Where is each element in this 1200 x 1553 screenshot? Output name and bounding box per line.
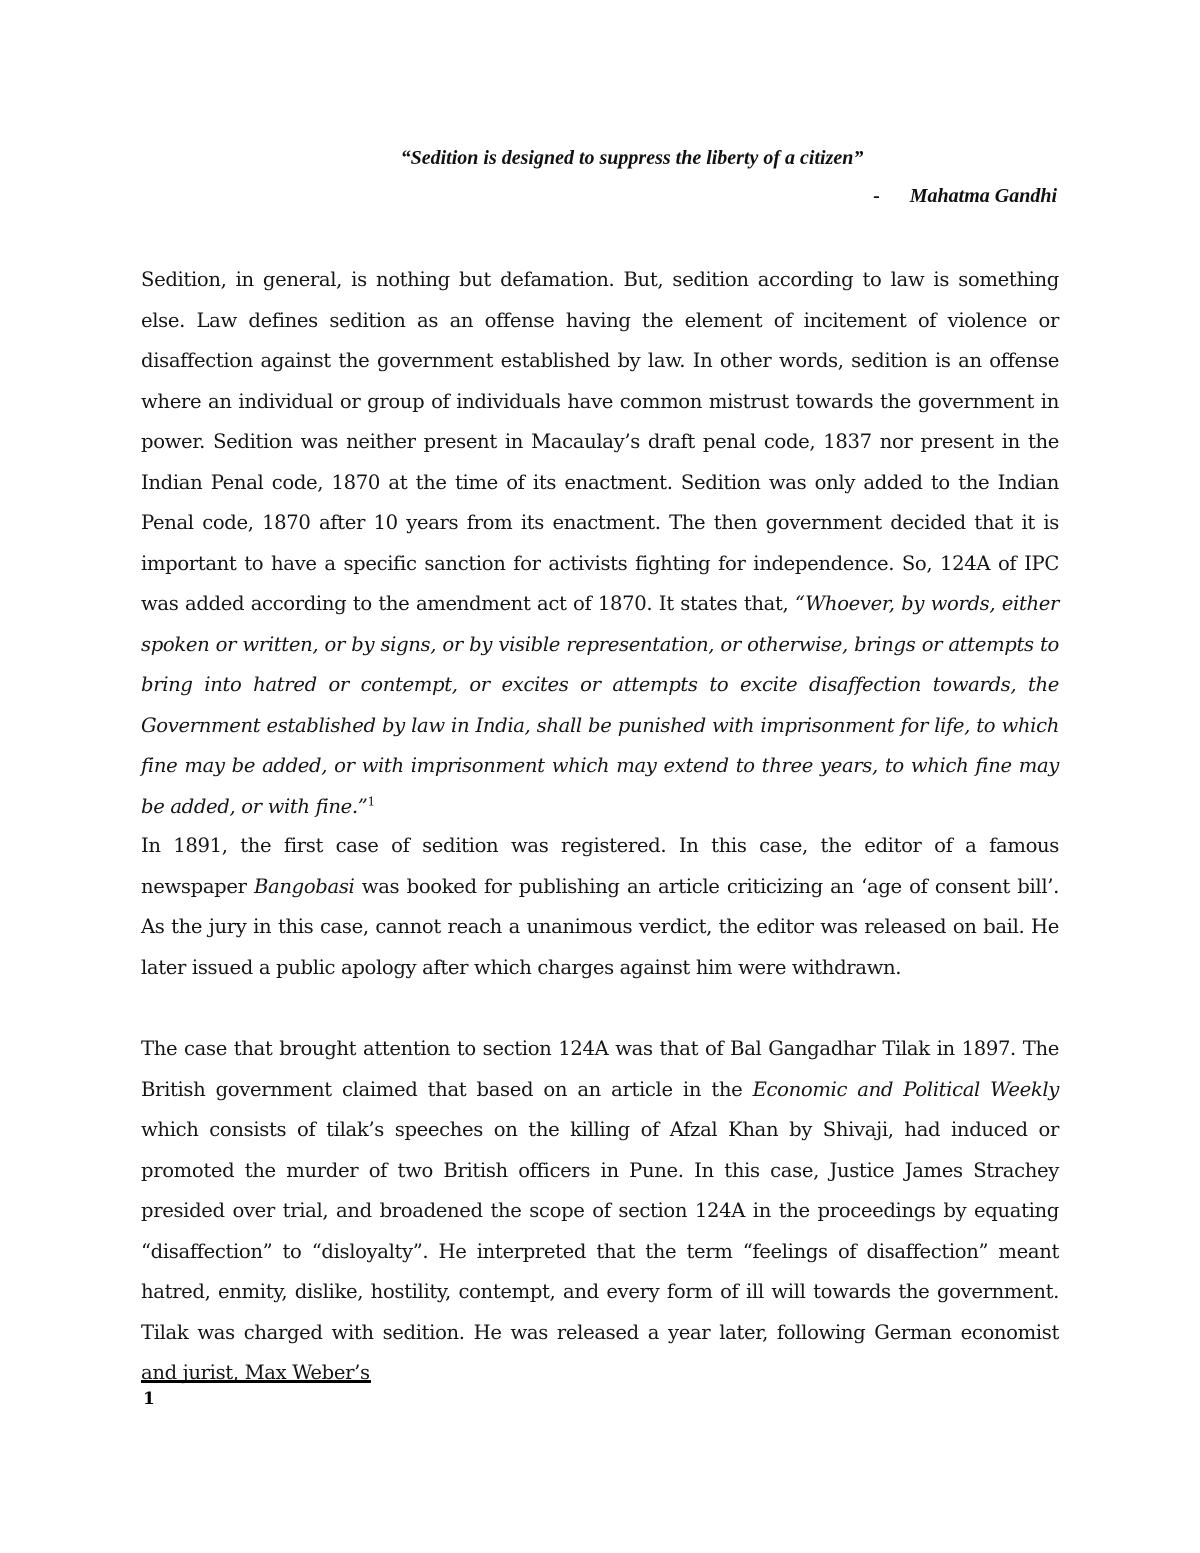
paragraph-text: The case that brought attention to section 124A was that of Bal Gangadhar Tilak in 1897. The British government claimed that based on an article in the xyxy=(141,1037,1059,1101)
paragraph-first-case xyxy=(141,826,1059,988)
attribution-dash: - xyxy=(873,185,880,207)
newspaper-name: Bangobasi xyxy=(254,874,355,898)
epigraph xyxy=(141,139,1059,215)
paragraph-text: In 1891, the first case of sedition was registered. In this case, the editor of a famous newspaper xyxy=(141,834,1059,898)
footnote-separator xyxy=(141,1380,371,1383)
epigraph-attribution xyxy=(141,177,1059,215)
paragraph-sedition-definition xyxy=(141,260,1059,827)
epigraph-quote: “Sedition is designed to suppress the liberty of a citizen” xyxy=(400,147,864,169)
paragraph-text: Sedition, in general, is nothing but defamation. But, sedition according to law is something else. Law defines sedition as an offense having the element of incitement of violence or disaffection against the government established by law. In other words, sedition is an offense where an individual or group of individuals have common mistrust towards the government in power. Sedition was neither present in Macaulay’s draft penal code, 1837 nor present in the Indian Penal code, 1870 at the time of its enactment. Sedition was only added to the Indian Penal code, 1870 after 10 years from its enactment. The then government decided that it is important to have a specific sanction for activists fighting for independence. So, 124A of IPC was added according to the amendment act of 1870. It states that, xyxy=(141,268,1059,615)
epigraph-author: Mahatma Gandhi xyxy=(909,185,1057,207)
paragraph-text: was booked for publishing an article criticizing an ‘age of consent bill’. As the jury in this case, cannot reach a unanimous verdict, the editor was released on bail. He later issued a public apology after which charges against him were withdrawn. xyxy=(141,874,1060,979)
journal-name: Economic and Political Weekly xyxy=(752,1077,1059,1101)
paragraph-text: which consists of tilak’s speeches on the killing of Afzal Khan by Shivaji, had induced or promoted the murder of two British officers in Pune. In this case, Justice James Strachey presided over trial, and broadened the scope of section 124A in the proceedings by equating “disaffection” to “disloyalty”. He interpreted that the term “feelings of disaffection” meant hatred, enmity, dislike, hostility, contempt, and every form of ill will towards the government. Tilak was charged with sedition. He was released a year later, following German economist and jurist, Max Weber’s xyxy=(141,1118,1059,1384)
paragraph-tilak-case xyxy=(141,1029,1059,1394)
footnote-reference: 1 xyxy=(367,793,375,808)
section-124a-quote: “Whoever, by words, either spoken or written, or by signs, or by visible representation, or otherwise, brings or attempts to bring into hatred or contempt, or excites or attempts to excite disaffection towards, the Government established by law in India, shall be punished with imprisonment for life, to which fine may be added, or with imprisonment which may extend to three years, to which fine may be added, or with fine.” xyxy=(141,592,1060,818)
footnote-number: 1 xyxy=(143,1389,155,1409)
